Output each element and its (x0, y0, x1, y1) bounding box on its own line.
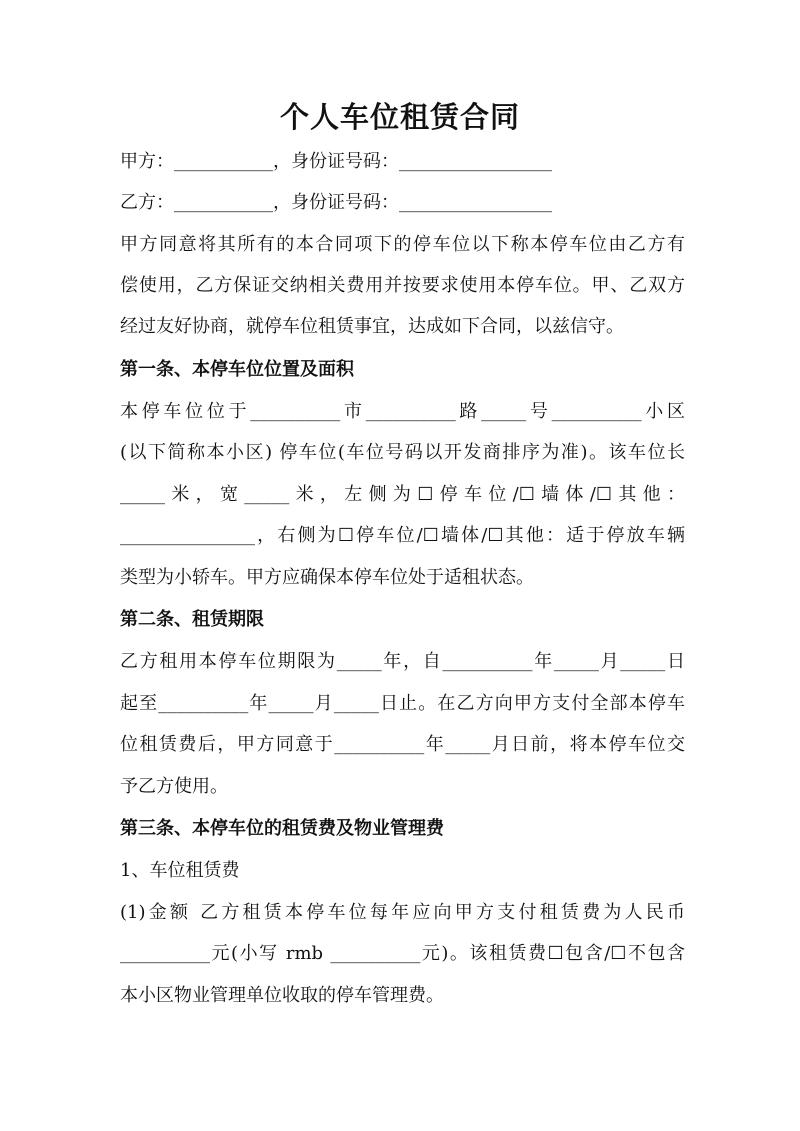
section-1-line: _____米，宽_____米，左侧为☐停车位/☐墙体/☐其他： (120, 484, 685, 505)
section-3-line: (1)金额 乙方租赁本停车位每年应向甲方支付租赁费为人民币 (120, 902, 685, 923)
party-b-line: 乙方：___________，身份证号码：_________________ (120, 192, 552, 213)
section-3-line: 本小区物业管理单位收取的停车管理费。 (120, 985, 444, 1006)
section-2-line: 起至__________年_____月_____日止。在乙方向甲方支付全部本停车 (120, 693, 685, 714)
section-1-line: (以下简称本小区) 停车位(车位号码以开发商排序为准)。该车位长 (120, 442, 685, 463)
section-2-line: 位租赁费后，甲方同意于__________年_____月日前，将本停车位交 (120, 734, 685, 755)
section-1-line: _______________，右侧为☐停车位/☐墙体/☐其他：适于停放车辆 (120, 525, 685, 546)
party-a-line: 甲方：___________，身份证号码：_________________ (120, 151, 552, 172)
section-1-line: 本停车位位于__________市__________路_____号__________小区 (120, 401, 685, 422)
section-heading-2: 第二条、租赁期限 (120, 609, 264, 630)
sub-item-heading: 1、车位租赁费 (120, 860, 240, 881)
section-1-line: 类型为小轿车。甲方应确保本停车位处于适租状态。 (120, 567, 534, 588)
section-3-line: __________元(小写 rmb __________元)。该租赁费☐包含/☐不包含 (120, 943, 685, 964)
section-heading-3: 第三条、本停车位的租赁费及物业管理费 (120, 818, 444, 839)
document-title: 个人车位租赁合同 (279, 100, 520, 134)
intro-paragraph-line: 甲方同意将其所有的本合同项下的停车位以下称本停车位由乙方有 (120, 234, 685, 255)
section-heading-1: 第一条、本停车位位置及面积 (120, 359, 354, 380)
intro-paragraph-line: 经过友好协商，就停车位租赁事宜，达成如下合同，以兹信守。 (120, 316, 624, 337)
section-2-line: 予乙方使用。 (120, 776, 228, 797)
section-2-line: 乙方租用本停车位期限为_____年，自__________年_____月_____日 (120, 651, 685, 672)
intro-paragraph-line: 偿使用，乙方保证交纳相关费用并按要求使用本停车位。甲、乙双方 (120, 275, 685, 296)
